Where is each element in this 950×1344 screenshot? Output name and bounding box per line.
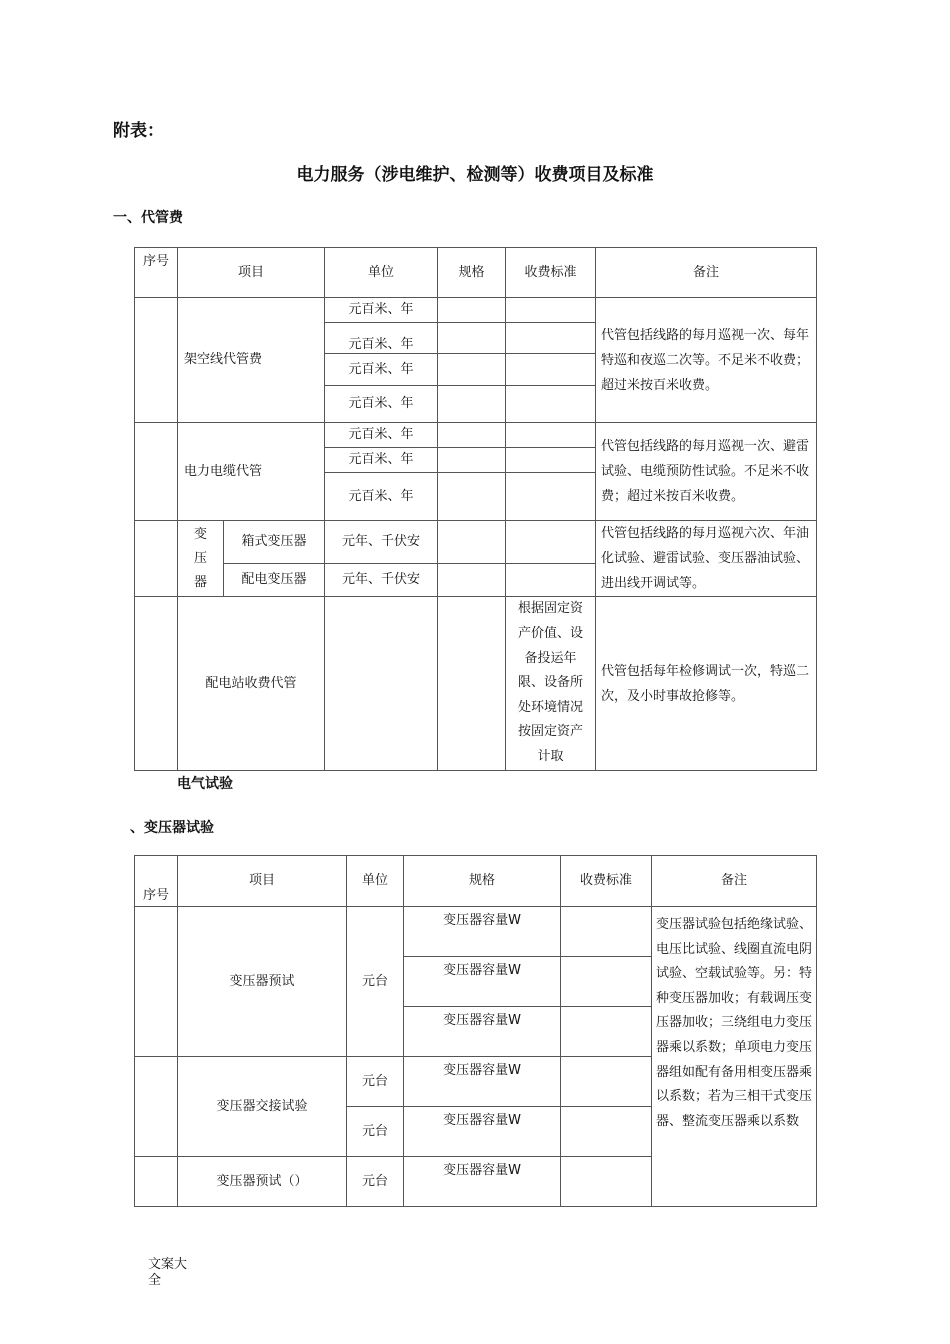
spec-cell: 变压器容量W: [404, 907, 561, 957]
item-distribution-transformer: 配电变压器: [224, 563, 325, 596]
unit-cell: 元百米、年: [325, 423, 438, 448]
spec-cell: 变压器容量W: [404, 1157, 561, 1207]
unit-cell: 元年、千伏安: [325, 563, 438, 596]
item-transformer-handover-test: 变压器交接试验: [178, 1057, 347, 1157]
unit-cell: 元台: [347, 1057, 404, 1107]
standard-cell: [506, 473, 596, 521]
unit-cell: 元百米、年: [325, 448, 438, 473]
page-title: 电力服务（涉电维护、检测等）收费项目及标准: [296, 165, 654, 185]
unit-cell: 元台: [347, 1157, 404, 1207]
item-substation: 配电站收费代管: [178, 597, 325, 771]
standard-cell: [506, 386, 596, 423]
header-item: 项目: [178, 856, 347, 907]
standard-cell: [561, 1057, 652, 1107]
unit-cell: 元台: [347, 907, 404, 1057]
unit-cell: [325, 597, 438, 771]
header-item: 项目: [178, 248, 325, 298]
seq-cell: [135, 423, 178, 521]
spec-cell: [438, 298, 506, 323]
unit-cell: 元百米、年: [325, 386, 438, 423]
transformer-test-table: [134, 855, 817, 1207]
unit-cell: 元年、千伏安: [325, 521, 438, 564]
item-transformer-pretest-2: 变压器预试（）: [178, 1157, 347, 1207]
spec-cell: [438, 521, 506, 564]
note-power-cable: 代管包括线路的每月巡视一次、避雷试验、电缆预防性试验。不足米不收费；超过米按百米收费。: [596, 423, 817, 521]
header-standard: 收费标准: [506, 248, 596, 298]
header-note: 备注: [652, 856, 817, 907]
standard-cell: [506, 448, 596, 473]
header-seq: 序号: [135, 248, 178, 298]
standard-cell: [561, 907, 652, 957]
spec-cell: 变压器容量W: [404, 1057, 561, 1107]
item-transformer-pretest: 变压器预试: [178, 907, 347, 1057]
spec-cell: [438, 597, 506, 771]
unit-cell: 元百米、年: [325, 298, 438, 323]
header-unit: 单位: [347, 856, 404, 907]
subsection-title-transformer-test: 、变压器试验: [130, 820, 214, 836]
management-fee-table: [134, 247, 817, 771]
unit-cell: 元百米、年: [325, 354, 438, 386]
item-box-transformer: 箱式变压器: [224, 521, 325, 564]
footer-text: 文案大 全: [148, 1257, 188, 1288]
header-unit: 单位: [325, 248, 438, 298]
item-power-cable: 电力电缆代管: [178, 423, 325, 521]
spec-cell: [438, 423, 506, 448]
header-spec: 规格: [438, 248, 506, 298]
header-seq: 序号: [135, 856, 178, 907]
unit-cell: 元百米、年: [325, 323, 438, 354]
seq-cell: [135, 521, 178, 597]
note-transformer: 代管包括线路的每月巡视六次、年油化试验、避雷试验、变压器油试验、进出线开调试等。: [596, 521, 817, 597]
unit-cell: 元台: [347, 1107, 404, 1157]
spec-cell: [438, 386, 506, 423]
spec-cell: [438, 354, 506, 386]
standard-cell: [506, 563, 596, 596]
spec-cell: [438, 473, 506, 521]
header-standard: 收费标准: [561, 856, 652, 907]
spec-cell: [438, 323, 506, 354]
transformer-group-label: 变 压 器: [178, 521, 224, 597]
note-transformer-test: 变压器试验包括绝缘试验、电压比试验、线圈直流电阴试验、空载试验等。另：特种变压器加收；有载调压变压器加收；三绕组电力变压器乘以系数；单项电力变压器组如配有备用相变压器乘以系数；若为三相干式变压器、整流变压器乘以系数: [652, 907, 817, 1207]
standard-cell: [506, 521, 596, 564]
spec-cell: [438, 448, 506, 473]
seq-cell: [135, 907, 178, 1057]
spec-cell: [438, 563, 506, 596]
standard-cell: [506, 423, 596, 448]
unit-cell: 元百米、年: [325, 473, 438, 521]
spec-cell: 变压器容量W: [404, 1107, 561, 1157]
seq-cell: [135, 1157, 178, 1207]
note-overhead-line: 代管包括线路的每月巡视一次、每年特巡和夜巡二次等。不足米不收费；超过米按百米收费。: [596, 298, 817, 423]
standard-cell: [561, 1007, 652, 1057]
item-overhead-line: 架空线代管费: [178, 298, 325, 423]
note-substation: 代管包括每年检修调试一次，特巡二次，及小时事故抢修等。: [596, 597, 817, 771]
spec-cell: 变压器容量W: [404, 957, 561, 1007]
seq-cell: [135, 1057, 178, 1157]
standard-cell: [561, 1107, 652, 1157]
section-title-management-fee: 一、代管费: [113, 210, 183, 226]
seq-cell: [135, 298, 178, 423]
seq-cell: [135, 597, 178, 771]
spec-cell: 变压器容量W: [404, 1007, 561, 1057]
standard-cell: [506, 298, 596, 323]
standard-cell: [561, 1157, 652, 1207]
section-title-electrical-test: 电气试验: [177, 776, 233, 792]
header-note: 备注: [596, 248, 817, 298]
attachment-heading: 附表：: [113, 121, 164, 141]
standard-cell: [561, 957, 652, 1007]
standard-cell: [506, 323, 596, 354]
standard-cell: [506, 354, 596, 386]
standard-substation: 根据固定资 产价值、设 备投运年 限、设备所 处环境情况 按固定资产 计取: [506, 597, 596, 771]
header-spec: 规格: [404, 856, 561, 907]
